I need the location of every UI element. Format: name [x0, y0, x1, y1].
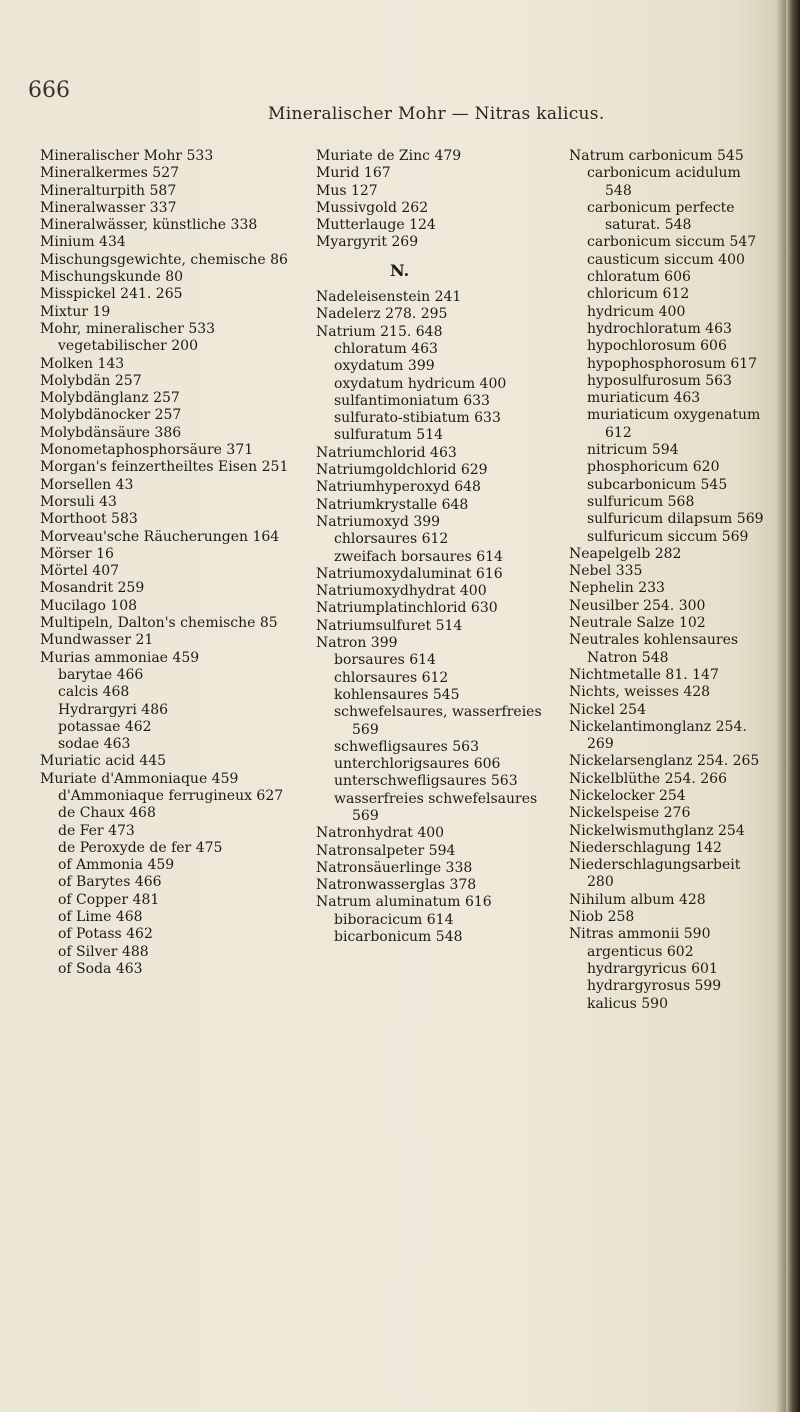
index-entry: Molybdän 257 [40, 372, 142, 389]
index-entry: Molybdänocker 257 [40, 407, 182, 424]
index-entry: Natrium 215. 648 [316, 323, 443, 340]
index-subentry: vegetabilischer 200 [58, 338, 198, 355]
index-entry: Myargyrit 269 [316, 234, 419, 251]
index-subentry: chloratum 463 [334, 340, 438, 357]
index-entry: Natronsalpeter 594 [316, 842, 456, 859]
index-entry: Neapelgelb 282 [569, 545, 682, 562]
index-entry: Nadelerz 278. 295 [316, 306, 448, 323]
index-entry: Natrum aluminatum 616 [316, 894, 492, 911]
index-subentry: unterchlorigsaures 606 [334, 756, 501, 773]
index-entry: Neutrales kohlensaures Natron 548 [569, 632, 739, 666]
index-entry: Nickel 254 [569, 701, 646, 718]
index-subentry: carbonicum siccum 547 [587, 234, 757, 251]
index-entry: Nichtmetalle 81. 147 [569, 666, 719, 683]
index-entry: Nickelspeise 276 [569, 805, 691, 822]
index-subentry: of Lime 468 [58, 909, 143, 926]
index-entry: Natriumgoldchlorid 629 [316, 462, 488, 479]
index-entry: Niederschlagungsarbeit 280 [569, 857, 741, 891]
index-subentry: hydrargyricus 601 [587, 960, 718, 977]
index-entry: Mucilago 108 [40, 597, 138, 614]
index-subentry: muriaticum 463 [587, 390, 701, 407]
index-subentry: kalicus 590 [587, 995, 668, 1012]
index-entry: Mixtur 19 [40, 303, 111, 320]
index-entry: Nickelblüthe 254. 266 [569, 770, 727, 787]
index-entry: Natriumoxydhydrat 400 [316, 583, 487, 600]
index-subentry: chloratum 606 [587, 269, 691, 286]
index-entry: Mussivgold 262 [316, 199, 429, 216]
index-subentry: kohlensaures 545 [334, 686, 460, 703]
index-entry: Nadeleisenstein 241 [316, 289, 462, 306]
index-entry: Natronhydrat 400 [316, 825, 445, 842]
index-subentry: barytae 466 [58, 666, 144, 683]
index-subentry: carbonicum acidulum 548 [587, 165, 741, 199]
index-entry: Nichts, weisses 428 [569, 684, 711, 701]
index-subentry: sulfuratum 514 [334, 427, 444, 444]
index-subentry: bicarbonicum 548 [334, 929, 463, 946]
index-subentry: hydricum 400 [587, 303, 686, 320]
index-subentry: sodae 463 [58, 736, 131, 753]
index-column-2 [316, 148, 556, 946]
index-entry: Morveau'sche Räucherungen 164 [40, 528, 280, 545]
index-entry: Nihilum album 428 [569, 891, 706, 908]
section-letter: N. [390, 260, 410, 280]
index-entry: Mineralkermes 527 [40, 165, 180, 182]
index-subentry: of Soda 463 [58, 960, 143, 977]
index-subentry: oxydatum hydricum 400 [334, 375, 507, 392]
index-entry: Neusilber 254. 300 [569, 597, 706, 614]
index-subentry: zweifach borsaures 614 [334, 548, 503, 565]
index-subentry: d'Ammoniaque ferrugineux 627 [58, 787, 284, 804]
index-subentry: sulfuricum siccum 569 [587, 528, 749, 545]
index-entry: Mus 127 [316, 182, 378, 199]
index-subentry: hydrargyrosus 599 [587, 978, 722, 995]
index-subentry: causticum siccum 400 [587, 251, 745, 268]
index-subentry: schwefligsaures 563 [334, 738, 479, 755]
index-entry: Murias ammoniae 459 [40, 649, 200, 666]
index-entry: Nephelin 233 [569, 580, 665, 597]
index-entry: Natronsäuerlinge 338 [316, 859, 473, 876]
index-entry: Natriumkrystalle 648 [316, 496, 469, 513]
index-subentry: wasserfreies schwefelsaures 569 [334, 790, 538, 824]
index-entry: Morsellen 43 [40, 476, 134, 493]
page-edge-shadow [786, 0, 800, 1412]
index-subentry: potassae 462 [58, 718, 152, 735]
index-entry: Muriatic acid 445 [40, 753, 167, 770]
index-entry: Nickelocker 254 [569, 787, 686, 804]
index-entry: Natriumhyperoxyd 648 [316, 479, 481, 496]
index-entry: Morthoot 583 [40, 511, 138, 528]
running-head: Mineralischer Mohr — Nitras kalicus. [268, 104, 605, 124]
index-entry: Nickelwismuthglanz 254 [569, 822, 745, 839]
index-subentry: muriaticum oxygenatum 612 [587, 407, 761, 441]
index-subentry: nitricum 594 [587, 442, 679, 459]
index-column-1 [40, 148, 300, 978]
index-entry: Natriumoxyd 399 [316, 513, 441, 530]
index-subentry: hypophosphorosum 617 [587, 355, 758, 372]
index-entry: Nickelantimonglanz 254. 269 [569, 718, 747, 753]
index-subentry: biboracicum 614 [334, 911, 454, 928]
index-subentry: de Fer 473 [58, 822, 135, 839]
index-entry: Morgan's feinzertheiltes Eisen 251 [40, 459, 289, 476]
index-subentry: of Ammonia 459 [58, 857, 175, 874]
index-subentry: Hydrargyri 486 [58, 701, 169, 718]
index-entry: Mineralwässer, künstliche 338 [40, 217, 258, 234]
index-entry: Natriumplatinchlorid 630 [316, 600, 498, 617]
index-entry: Natriumoxydaluminat 616 [316, 565, 503, 582]
index-entry: Monometaphosphorsäure 371 [40, 442, 254, 459]
index-entry: Natriumsulfuret 514 [316, 617, 463, 634]
index-subentry: sulfurato-stibiatum 633 [334, 410, 501, 427]
index-entry: Natron 399 [316, 635, 398, 652]
index-subentry: phosphoricum 620 [587, 459, 720, 476]
index-entry: Niob 258 [569, 909, 635, 926]
index-subentry: calcis 468 [58, 684, 130, 701]
index-subentry: of Silver 488 [58, 943, 149, 960]
index-subentry: hyposulfurosum 563 [587, 372, 732, 389]
index-subentry: borsaures 614 [334, 652, 436, 669]
index-entry: Mörser 16 [40, 545, 114, 562]
page-number: 666 [28, 78, 70, 103]
index-subentry: of Potass 462 [58, 926, 153, 943]
index-entry: Mosandrit 259 [40, 580, 145, 597]
index-subentry: de Chaux 468 [58, 805, 156, 822]
index-subentry: chloricum 612 [587, 286, 690, 303]
index-subentry: sulfuricum 568 [587, 493, 695, 510]
index-entry: Neutrale Salze 102 [569, 615, 706, 632]
index-entry: Nebel 335 [569, 563, 643, 580]
index-entry: Minium 434 [40, 234, 126, 251]
index-entry: Natronwasserglas 378 [316, 877, 477, 894]
index-entry: Mohr, mineralischer 533 [40, 320, 216, 337]
index-subentry: chlorsaures 612 [334, 669, 449, 686]
index-subentry: de Peroxyde de fer 475 [58, 839, 223, 856]
index-entry: Murid 167 [316, 165, 391, 182]
index-subentry: of Barytes 466 [58, 874, 162, 891]
index-subentry: hydrochloratum 463 [587, 320, 732, 337]
index-subentry: schwefelsaures, wasserfreies 569 [334, 704, 542, 738]
index-subentry: sulfuricum dilapsum 569 [587, 511, 764, 528]
index-entry: Mundwasser 21 [40, 632, 154, 649]
index-subentry: unterschwefligsaures 563 [334, 773, 518, 790]
index-subentry: hypochlorosum 606 [587, 338, 727, 355]
index-entry: Muriate d'Ammoniaque 459 [40, 770, 239, 787]
index-entry: Mineralwasser 337 [40, 199, 177, 216]
index-entry: Misspickel 241. 265 [40, 286, 183, 303]
index-entry: Molken 143 [40, 355, 125, 372]
index-column-3 [569, 148, 769, 1013]
index-entry: Natrum carbonicum 545 [569, 148, 744, 164]
index-subentry: chlorsaures 612 [334, 531, 449, 548]
index-entry: Multipeln, Dalton's chemische 85 [40, 615, 278, 632]
index-entry: Nickelarsenglanz 254. 265 [569, 753, 760, 770]
index-entry: Molybdänsäure 386 [40, 424, 182, 441]
index-entry: Mischungsgewichte, chemische 86 [40, 251, 288, 268]
index-subentry: argenticus 602 [587, 943, 694, 960]
index-entry: Mischungskunde 80 [40, 269, 184, 286]
index-subentry: carbonicum perfecte saturat. 548 [587, 199, 735, 234]
index-entry: Mineralturpith 587 [40, 182, 177, 199]
index-subentry: subcarbonicum 545 [587, 476, 728, 493]
index-subentry: oxydatum 399 [334, 358, 435, 375]
index-entry: Morsuli 43 [40, 493, 117, 510]
index-subentry: of Copper 481 [58, 891, 160, 908]
index-entry: Niederschlagung 142 [569, 839, 722, 856]
index-entry: Natriumchlorid 463 [316, 444, 457, 461]
index-entry: Mörtel 407 [40, 563, 120, 580]
index-entry: Nitras ammonii 590 [569, 926, 711, 943]
index-entry: Mineralischer Mohr 533 [40, 148, 214, 164]
index-entry: Muriate de Zinc 479 [316, 148, 462, 164]
index-entry: Mutterlauge 124 [316, 217, 436, 234]
index-subentry: sulfantimoniatum 633 [334, 392, 490, 409]
index-entry: Molybdänglanz 257 [40, 390, 180, 407]
